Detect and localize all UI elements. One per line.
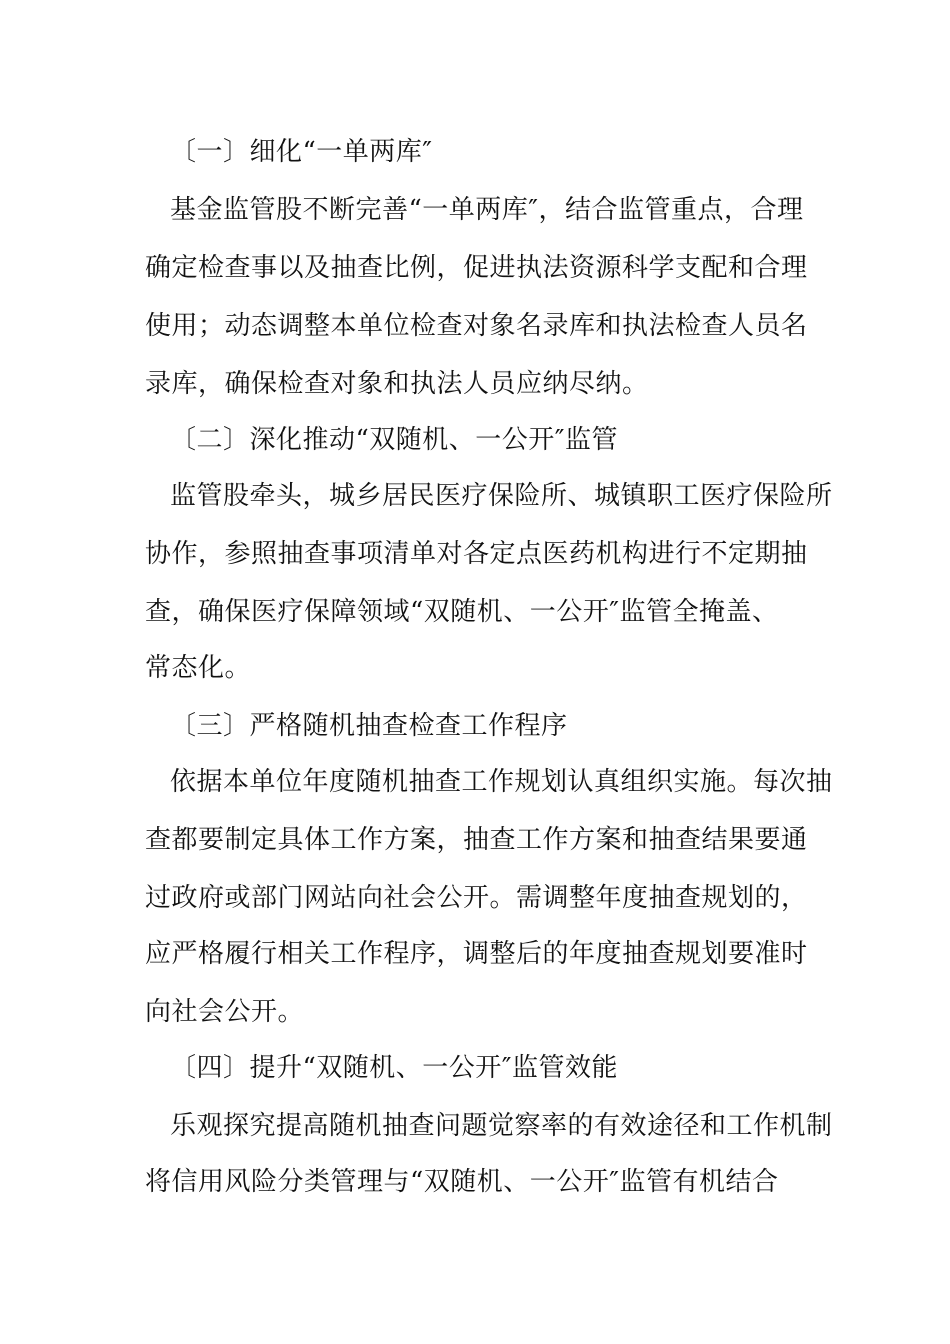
paragraph-line: 过政府或部门网站向社会公开。需调整年度抽查规划的，	[145, 883, 808, 913]
section-heading-1: 〔一〕细化“一单两库″	[170, 137, 433, 167]
paragraph-line: 基金监管股不断完善“一单两库″，结合监管重点，合理	[170, 195, 804, 225]
paragraph-line: 协作，参照抽查事项清单对各定点医药机构进行不定期抽	[145, 539, 808, 569]
paragraph-line: 依据本单位年度随机抽查工作规划认真组织实施。每次抽	[170, 767, 833, 797]
section-heading-3: 〔三〕严格随机抽查检查工作程序	[170, 711, 568, 741]
paragraph-line: 常态化。	[145, 653, 252, 683]
paragraph-line: 录库，确保检查对象和执法人员应纳尽纳。	[145, 369, 649, 399]
section-heading-4: 〔四〕提升“双随机、一公开″监管效能	[170, 1053, 619, 1083]
paragraph-line: 将信用风险分类管理与“双随机、一公开″监管有机结合	[145, 1167, 779, 1197]
paragraph-line: 向社会公开。	[145, 997, 305, 1027]
paragraph-line: 应严格履行相关工作程序，调整后的年度抽查规划要准时	[145, 939, 808, 969]
paragraph-line: 确定检查事以及抽查比例，促进执法资源科学支配和合理	[145, 253, 808, 283]
paragraph-line: 监管股牵头，城乡居民医疗保险所、城镇职工医疗保险所	[170, 481, 833, 511]
paragraph-line: 查都要制定具体工作方案，抽查工作方案和抽查结果要通	[145, 825, 808, 855]
section-heading-2: 〔二〕深化推动“双随机、一公开″监管	[170, 425, 619, 455]
paragraph-line: 乐观探究提高随机抽查问题觉察率的有效途径和工作机制	[170, 1111, 833, 1141]
paragraph-line: 查，确保医疗保障领域“双随机、一公开″监管全掩盖、	[145, 597, 779, 627]
paragraph-line: 使用；动态调整本单位检查对象名录库和执法检查人员名	[145, 311, 808, 341]
